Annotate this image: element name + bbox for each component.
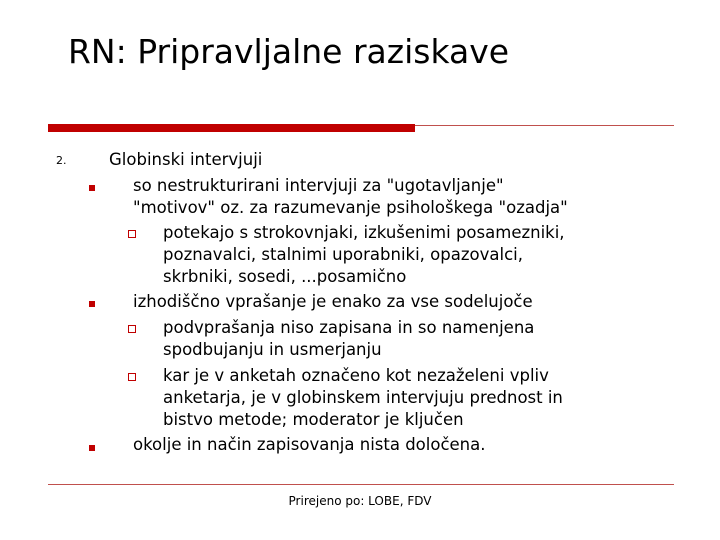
- bullet-1-sub-1-line-1: potekajo s strokovnjaki, izkušenimi posamezniki,: [163, 223, 565, 242]
- bullet-square-icon: [89, 301, 95, 307]
- footer-credit: Prirejeno po: LOBE, FDV: [288, 494, 432, 508]
- section-heading: Globinski intervjuji: [109, 150, 263, 169]
- bullet-1-sub-1-line-3: skrbniki, sosedi, ...posamično: [163, 267, 407, 286]
- bullet-2-sub-1-line-2: spodbujanju in usmerjanju: [163, 340, 382, 359]
- bullet-2-sub-2-line-3: bistvo metode; moderator je ključen: [163, 410, 464, 429]
- footer-divider: [48, 484, 674, 485]
- bullet-1-line-2: "motivov" oz. za razumevanje psihološkega "ozadja": [133, 198, 568, 217]
- bullet-square-icon: [89, 185, 95, 191]
- bullet-square-icon: [89, 445, 95, 451]
- bullet-2-line-1: izhodiščno vprašanje je enako za vse sodelujoče: [133, 292, 533, 311]
- title-divider-accent: [48, 124, 415, 132]
- section-number: 2.: [56, 154, 67, 167]
- bullet-2-sub-1-line-1: podvprašanja niso zapisana in so namenjena: [163, 318, 535, 337]
- bullet-1-line-1: so nestrukturirani intervjuji za "ugotavljanje": [133, 176, 504, 195]
- bullet-3-line-1: okolje in način zapisovanja nista določena.: [133, 435, 486, 454]
- bullet-1-sub-1-line-2: poznavalci, stalnimi uporabniki, opazovalci,: [163, 245, 523, 264]
- bullet-2-sub-2-line-1: kar je v anketah označeno kot nezaželeni vpliv: [163, 366, 549, 385]
- sub-bullet-hollow-square-icon: [128, 230, 136, 238]
- slide-title: RN: Pripravljalne raziskave: [68, 32, 510, 71]
- sub-bullet-hollow-square-icon: [128, 325, 136, 333]
- sub-bullet-hollow-square-icon: [128, 373, 136, 381]
- bullet-2-sub-2-line-2: anketarja, je v globinskem intervjuju prednost in: [163, 388, 563, 407]
